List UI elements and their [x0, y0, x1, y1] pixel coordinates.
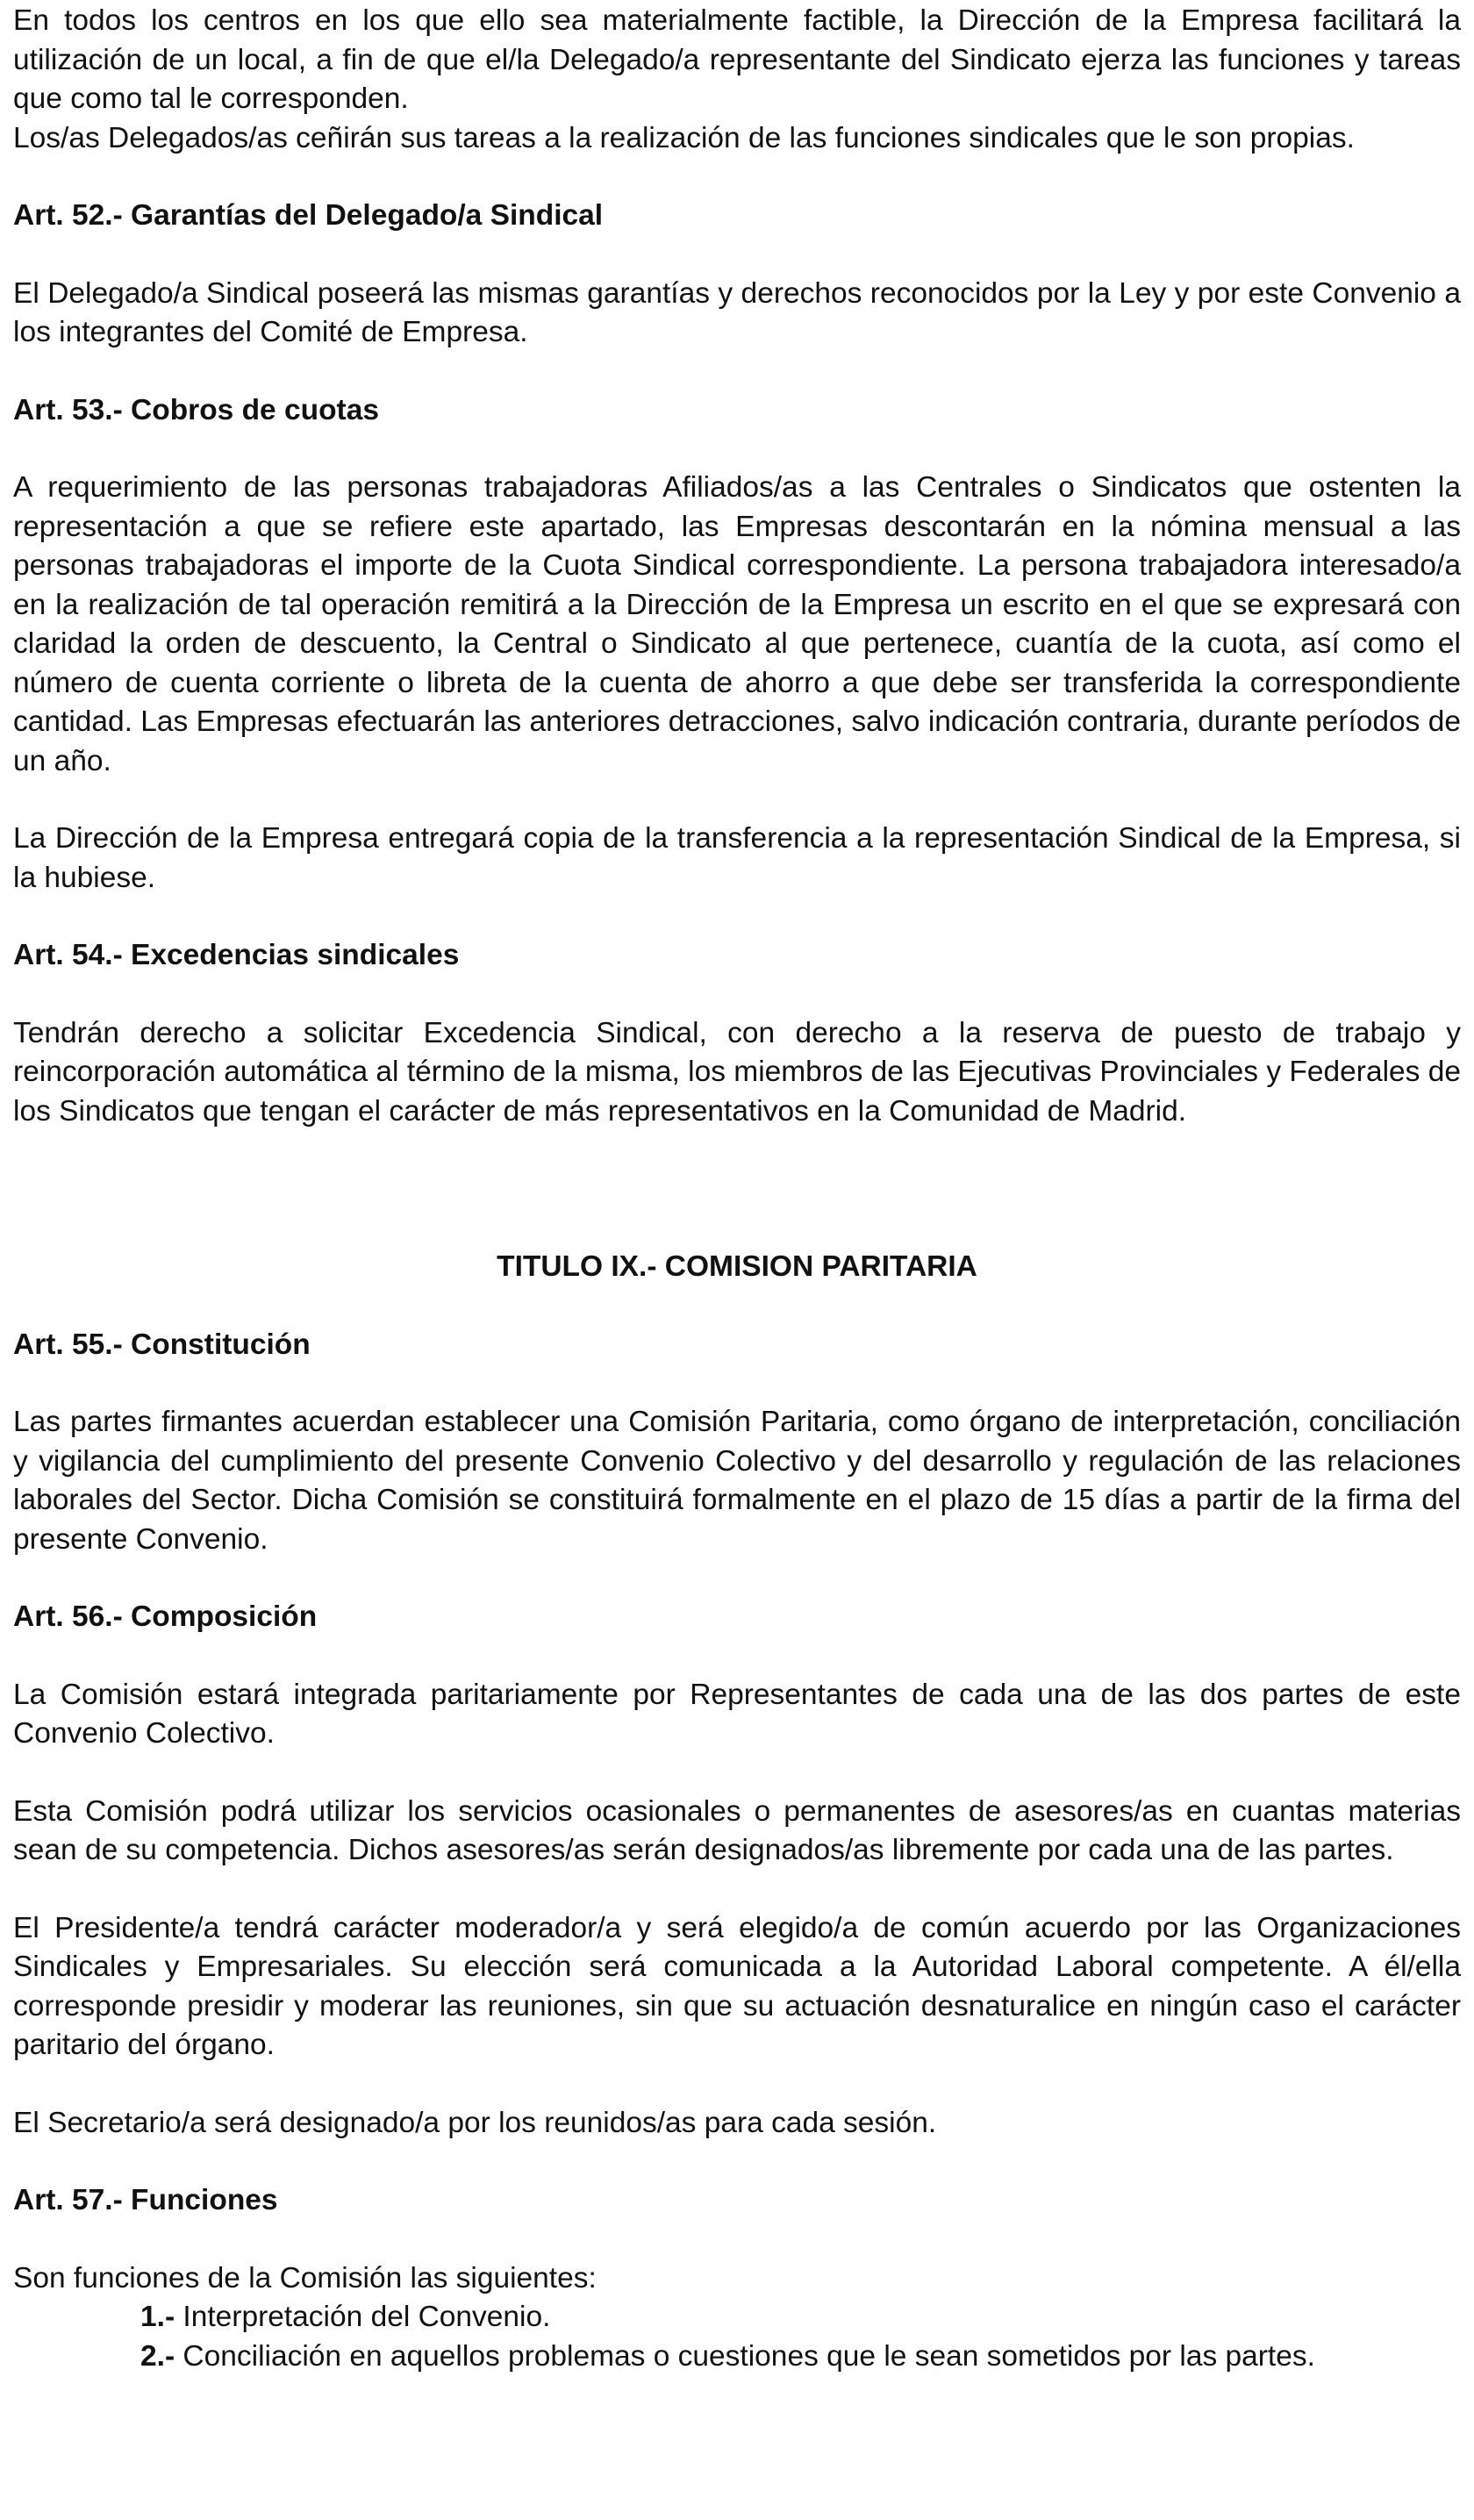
article-57-intro: Son funciones de la Comisión las siguientes: [13, 2261, 597, 2294]
article-57-heading: Art. 57.- Funciones [13, 2184, 278, 2216]
article-52-heading: Art. 52.- Garantías del Delegado/a Sindical [13, 199, 604, 232]
title-ix-heading: TITULO IX.- COMISION PARITARIA [497, 1250, 977, 1283]
article-54-paragraph: Tendrán derecho a solicitar Excedencia Sindical, con derecho a la reserva de puesto de trabajo y reincorporación automática al término de la misma, los miembros de las Ejecutivas Provinciales y Federales de los Sindicatos que tengan el carácter de más representativos en la Comunidad de Madrid. [13, 1016, 1461, 1128]
article-56-paragraph: Esta Comisión podrá utilizar los servicios ocasionales o permanentes de asesores/as en cuantas materias sean de su competencia. Dichos asesores/as serán designados/as libremente por cada una de las partes. [13, 1794, 1461, 1866]
intro-paragraph: Los/as Delegados/as ceñirán sus tareas a la realización de las funciones sindicales que le son propias. [13, 121, 1355, 154]
article-56-paragraph: El Presidente/a tendrá carácter moderador/a y será elegido/a de común acuerdo por las Organizaciones Sindicales y Empresariales. Su elección será comunicada a la Autoridad Laboral competente. A él/ella corresponde presidir y moderar las reuniones, sin que su actuación desnaturalice en ningún caso el carácter paritario del órgano. [13, 1911, 1461, 2061]
list-item-text: Interpretación del Convenio. [175, 2301, 551, 2333]
article-56-paragraph: La Comisión estará integrada paritariamente por Representantes de cada una de las dos partes de este Convenio Colectivo. [13, 1678, 1461, 1750]
article-55-heading: Art. 55.- Constitución [13, 1328, 311, 1361]
intro-paragraph: En todos los centros en los que ello sea materialmente factible, la Dirección de la Empresa facilitará la utilización de un local, a fin de que el/la Delegado/a representante del Sindicato ejerza las funciones y tareas que como tal le corresponden. [13, 4, 1461, 115]
article-56-heading: Art. 56.- Composición [13, 1600, 318, 1633]
article-55-paragraph: Las partes firmantes acuerdan establecer una Comisión Paritaria, como órgano de interpretación, conciliación y vigilancia del cumplimiento del presente Convenio Colectivo y del desarrollo y regulación de las relaciones laborales del Sector. Dicha Comisión se constituirá formalmente en el plazo de 15 días a partir de la firma del presente Convenio. [13, 1406, 1461, 1556]
article-54-heading: Art. 54.- Excedencias sindicales [13, 939, 460, 971]
list-item-number: 1.- [140, 2301, 175, 2333]
article-53-heading: Art. 53.- Cobros de cuotas [13, 393, 379, 426]
document-page [13, 2, 1461, 2376]
article-53-paragraph: La Dirección de la Empresa entregará copia de la transferencia a la representación Sindical de la Empresa, si la hubiese. [13, 822, 1461, 894]
article-53-paragraph: A requerimiento de las personas trabajadoras Afiliados/as a las Centrales o Sindicatos que ostenten la representación a que se refiere este apartado, las Empresas descontarán en la nómina mensual a las personas trabajadoras el importe de la Cuota Sindical correspondiente. La persona trabajadora interesado/a en la realización de tal operación remitirá a la Dirección de la Empresa un escrito en el que se expresará con claridad la orden de descuento, la Central o Sindicato al que pertenece, cuantía de la cuota, así como el número de cuenta corriente o libreta de la cuenta de ahorro a que debe ser transferida la correspondiente cantidad. Las Empresas efectuarán las anteriores detracciones, salvo indicación contraria, durante períodos de un año. [13, 471, 1461, 777]
list-item-text: Conciliación en aquellos problemas o cuestiones que le sean sometidos por las partes. [175, 2339, 1315, 2373]
article-52-paragraph: El Delegado/a Sindical poseerá las mismas garantías y derechos reconocidos por la Ley y por este Convenio a los integrantes del Comité de Empresa. [13, 276, 1461, 348]
list-item-number: 2.- [140, 2339, 175, 2373]
list-item [13, 2337, 1461, 2377]
article-56-paragraph: El Secretario/a será designado/a por los reunidos/as para cada sesión. [13, 2106, 937, 2139]
list-item [13, 2298, 1461, 2337]
